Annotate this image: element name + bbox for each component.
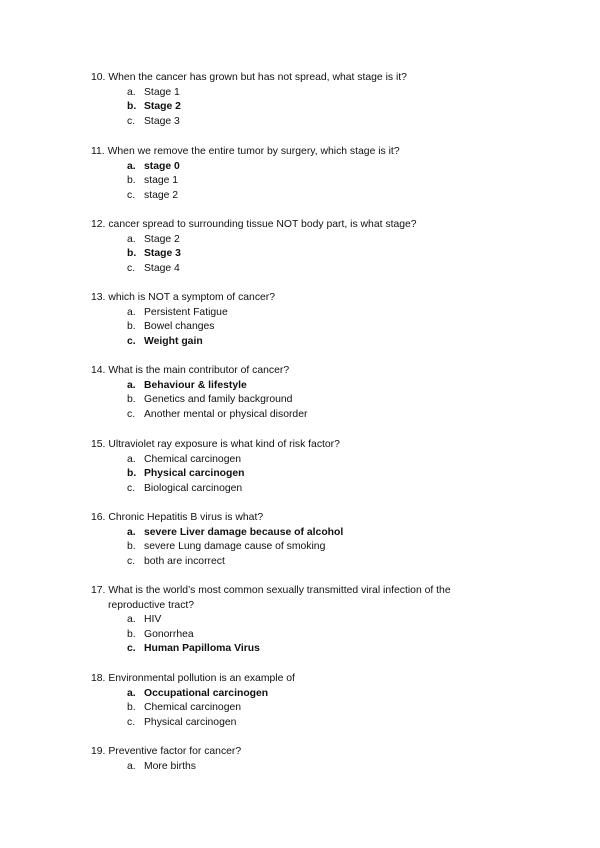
question-line: Environmental pollution is an example of — [108, 673, 295, 684]
option-letter: c. — [127, 262, 136, 274]
option-text: Persistent Fatigue — [144, 306, 228, 318]
question-text — [91, 672, 511, 687]
question-text — [91, 511, 511, 526]
option-text: Biological carcinogen — [144, 482, 243, 494]
answer-option — [91, 555, 511, 570]
answer-option — [91, 453, 511, 468]
option-text: Physical carcinogen — [144, 468, 245, 480]
question-line: When we remove the entire tumor by surgery, which stage is it? — [107, 146, 400, 157]
answer-option — [91, 233, 511, 248]
option-text: Genetics and family background — [144, 394, 293, 406]
answer-option — [91, 115, 511, 130]
question-line: Ultraviolet ray exposure is what kind of risk factor? — [108, 439, 340, 450]
question-number: 17. — [91, 585, 106, 596]
question-15 — [91, 438, 511, 496]
option-letter: c. — [127, 335, 136, 347]
answer-option — [91, 189, 511, 204]
question-number: 10. — [91, 72, 106, 83]
question-text — [91, 438, 511, 453]
option-text: Stage 2 — [144, 233, 180, 245]
answer-option — [91, 540, 511, 555]
option-text: stage 1 — [144, 175, 179, 187]
question-18 — [91, 672, 511, 730]
option-text: Bowel changes — [144, 321, 215, 333]
question-line: Preventive factor for cancer? — [108, 746, 242, 757]
option-letter: c. — [127, 482, 136, 494]
answer-option-correct — [91, 379, 511, 394]
answer-option-correct — [91, 467, 511, 482]
question-line: which is NOT a symptom of cancer? — [108, 292, 276, 303]
question-17 — [91, 584, 511, 657]
question-number: 13. — [91, 292, 106, 303]
answer-option-correct — [91, 642, 511, 657]
question-line: What is the main contributor of cancer? — [108, 365, 290, 376]
option-letter: b. — [127, 628, 136, 640]
question-number: 15. — [91, 439, 106, 450]
question-text — [91, 745, 511, 760]
question-text — [91, 145, 511, 160]
question-line: When the cancer has grown but has not spread, what stage is it? — [108, 72, 407, 83]
answer-option — [91, 306, 511, 321]
option-text: Gonorrhea — [144, 628, 194, 640]
answer-option — [91, 760, 511, 775]
option-letter: c. — [127, 716, 136, 728]
option-letter: a. — [127, 760, 136, 772]
option-text: Chemical carcinogen — [144, 453, 242, 465]
question-line: reproductive tract? — [108, 599, 195, 611]
question-number: 11. — [91, 146, 105, 157]
answer-option — [91, 393, 511, 408]
option-letter: b. — [127, 101, 137, 113]
option-text: Stage 4 — [144, 262, 180, 274]
answer-option-correct — [91, 335, 511, 350]
question-16 — [91, 511, 511, 569]
option-letter: b. — [127, 321, 136, 333]
option-letter: a. — [127, 687, 136, 699]
answer-option-correct — [91, 100, 511, 115]
option-letter: a. — [127, 614, 136, 626]
question-number: 19. — [91, 746, 106, 757]
question-text-continued — [91, 599, 511, 614]
question-line: Chronic Hepatitis B virus is what? — [108, 512, 264, 523]
question-text — [91, 71, 511, 86]
answer-option-correct — [91, 526, 511, 541]
question-13 — [91, 291, 511, 349]
option-text: both are incorrect — [144, 555, 225, 567]
answer-option — [91, 482, 511, 497]
question-number: 14. — [91, 365, 106, 376]
answer-option — [91, 613, 511, 628]
option-letter: a. — [127, 160, 136, 172]
question-text — [91, 364, 511, 379]
option-letter: b. — [127, 175, 136, 187]
option-text: severe Lung damage cause of smoking — [144, 541, 326, 553]
option-letter: a. — [127, 86, 136, 98]
option-letter: c. — [127, 643, 136, 655]
answer-option-correct — [91, 247, 511, 262]
question-14 — [91, 364, 511, 422]
question-text — [91, 218, 511, 233]
option-text: severe Liver damage because of alcohol — [144, 526, 344, 538]
option-letter: b. — [127, 394, 136, 406]
answer-option — [91, 701, 511, 716]
option-letter: c. — [127, 115, 136, 127]
option-text: stage 0 — [144, 160, 180, 172]
option-text: Chemical carcinogen — [144, 702, 242, 714]
option-letter: a. — [127, 526, 136, 538]
answer-option — [91, 408, 511, 423]
option-text: More births — [144, 760, 196, 772]
option-text: Occupational carcinogen — [144, 687, 269, 699]
option-letter: b. — [127, 248, 137, 260]
option-text: stage 2 — [144, 189, 179, 201]
option-text: HIV — [144, 614, 162, 626]
option-text: Stage 2 — [144, 101, 181, 113]
option-letter: a. — [127, 453, 136, 465]
option-letter: b. — [127, 541, 136, 553]
option-letter: b. — [127, 468, 137, 480]
option-text: Another mental or physical disorder — [144, 408, 308, 420]
option-letter: c. — [127, 189, 136, 201]
option-text: Weight gain — [144, 335, 203, 347]
option-letter: a. — [127, 233, 136, 245]
answer-option — [91, 174, 511, 189]
option-letter: a. — [127, 306, 136, 318]
option-text: Physical carcinogen — [144, 716, 237, 728]
option-letter: c. — [127, 408, 136, 420]
question-12 — [91, 218, 511, 276]
option-text: Human Papilloma Virus — [144, 643, 260, 655]
option-letter: c. — [127, 555, 136, 567]
question-line: cancer spread to surrounding tissue NOT body part, is what stage? — [108, 219, 417, 230]
question-number: 12. — [91, 219, 106, 230]
option-letter: a. — [127, 379, 136, 391]
answer-option — [91, 716, 511, 731]
question-11 — [91, 145, 511, 203]
answer-option — [91, 320, 511, 335]
answer-option — [91, 628, 511, 643]
question-10 — [91, 71, 511, 129]
question-text — [91, 291, 511, 306]
option-text: Stage 3 — [144, 248, 181, 260]
question-number: 16. — [91, 512, 106, 523]
option-letter: b. — [127, 702, 136, 714]
question-number: 18. — [91, 673, 106, 684]
option-text: Behaviour & lifestyle — [144, 379, 247, 391]
question-19 — [91, 745, 511, 774]
option-text: Stage 1 — [144, 86, 180, 98]
answer-option — [91, 262, 511, 277]
question-line: What is the world’s most common sexually transmitted viral infection of the — [108, 585, 451, 596]
answer-option-correct — [91, 160, 511, 175]
answer-option-correct — [91, 687, 511, 702]
question-text — [91, 584, 511, 599]
option-text: Stage 3 — [144, 115, 180, 127]
answer-option — [91, 86, 511, 101]
